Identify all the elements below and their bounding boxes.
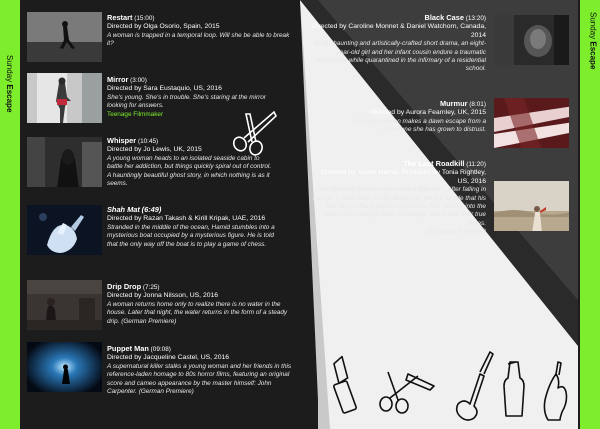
- film-murmur: [330, 100, 486, 135]
- film-description: She's young. She's in trouble. She's staring at the mirror looking for answers.: [107, 93, 266, 110]
- film-black-case: [310, 14, 486, 74]
- thumbnail-murmur: [494, 98, 569, 148]
- lipstick-icon: [331, 357, 357, 414]
- label-escape: Escape: [5, 84, 14, 113]
- film-title: Puppet Man: [107, 344, 149, 353]
- film-director: Directed by Xavier Hamel, Produced by Tonia Rightley, US, 2016: [321, 169, 486, 185]
- film-description: In this haunting and artistically-crafted short drama, an eight-year-old girl and her infant cousin endure a traumatic experience while quarantined in the infirmary of a residential school.: [314, 40, 486, 73]
- film-duration: (6:49): [141, 205, 162, 214]
- film-director: Directed by Jo Lewis, UK, 2015: [107, 146, 202, 154]
- film-description: Stranded in the middle of the ocean, Hamid stumbles into a mysterious boat occupied by a mysterious figure. He is told that the only way off the boat is to play a game of chess.: [107, 223, 275, 248]
- film-director: Directed by Razan Takash & Kirill Kripak, UAE, 2016: [107, 215, 266, 223]
- film-director: Directed by Jonna Nilsson, US, 2016: [107, 292, 219, 300]
- left-section-label: [5, 55, 14, 112]
- shears-icon: [457, 352, 493, 420]
- film-premiere: (European Premiere): [426, 228, 486, 236]
- film-description: A woman is trapped in a temporal loop. Will she be able to break it?: [107, 31, 290, 48]
- right-accent-strip: [580, 0, 600, 429]
- bottle-icon: [504, 362, 524, 416]
- film-description: A woman returns home only to realize there is no water in the house. Later that night, the water returns in the form of a steady drip. (German Premiere): [107, 300, 288, 325]
- claw-hand-icon: [544, 362, 566, 420]
- film-director: Directed by Jacqueline Castel, US, 2016: [107, 354, 230, 362]
- film-title: Shah Mat: [107, 205, 140, 214]
- thumbnail-black-case: [494, 15, 569, 65]
- film-description: A young woman makes a dawn escape from a commune she has grown to distrust.: [355, 117, 486, 134]
- label-sunday: Sunday: [588, 12, 597, 40]
- film-director: Directed by Sara Eustaquio, US, 2016: [107, 85, 222, 93]
- film-shah-mat: [107, 206, 282, 249]
- film-title: The Last Roadkill: [403, 159, 465, 168]
- label-sunday: Sunday: [5, 55, 14, 83]
- scissors-knife-icon: [380, 372, 434, 413]
- film-director: Directed by Aurora Fearnley, UK, 2015: [369, 109, 486, 117]
- film-drip-drop: [107, 283, 297, 326]
- film-description: A young woman heads to an isolated seaside cabin to battle her addiction, but things quickly spiral out of control. A hauntingly beautiful ghost story, in which nothing is as it seems.: [107, 154, 272, 188]
- film-puppet-man: [107, 345, 299, 396]
- label-escape: Escape: [588, 41, 597, 70]
- film-title: Murmur: [440, 99, 468, 108]
- film-duration: (8:01): [469, 101, 486, 108]
- thumbnail-puppet-man: [27, 342, 102, 392]
- film-duration: (7:25): [142, 284, 160, 291]
- film-director: Directed by Olga Osorio, Spain, 2015: [107, 23, 220, 31]
- film-duration: (11:20): [466, 161, 486, 168]
- film-title: Drip Drop: [107, 282, 142, 291]
- film-the-last-roadkill: [310, 160, 486, 237]
- film-title: Mirror: [107, 75, 129, 84]
- film-duration: (10:45): [137, 138, 159, 145]
- thumbnail-whisper: [27, 137, 102, 187]
- weapon-icons-row: [322, 344, 578, 422]
- film-director: Directed by Caroline Monnet & Daniel Watchorn, Canada, 2014: [312, 23, 486, 39]
- film-description: A supernatural killer stalks a young woman and her friends in this reference-laden homage to 80s horror films, featuring an original score and cameo appearance by the master himself: John Carpenter. (German Premiere): [107, 362, 292, 396]
- film-restart: [107, 14, 297, 49]
- film-duration: (3:00): [130, 77, 147, 84]
- film-title: Restart: [107, 13, 133, 22]
- film-duration: (15:00): [134, 15, 155, 22]
- thumbnail-drip-drop: [27, 280, 102, 330]
- film-tag: Teenage Filmmaker: [107, 110, 164, 118]
- film-duration: (13:20): [465, 15, 486, 22]
- right-section-label: [588, 12, 597, 69]
- film-description: Zoe, Deena & Noreen have made a fatal pact. After falling in love for a serial killer on the death row, the trio decide that his last day on Earth will also be theirs. This journey into the desert will challenge their friendships and reveal their true selves.: [312, 186, 486, 227]
- thumbnail-shah-mat: [27, 205, 102, 255]
- scissors-icon: [226, 108, 282, 158]
- thumbnail-mirror: [27, 73, 102, 123]
- thumbnail-restart: [27, 12, 102, 62]
- film-duration: (09:08): [150, 346, 171, 353]
- film-title: Black Case: [424, 13, 464, 22]
- left-accent-strip: [0, 0, 20, 429]
- film-title: Whisper: [107, 136, 137, 145]
- thumbnail-the-last-roadkill: [494, 181, 569, 231]
